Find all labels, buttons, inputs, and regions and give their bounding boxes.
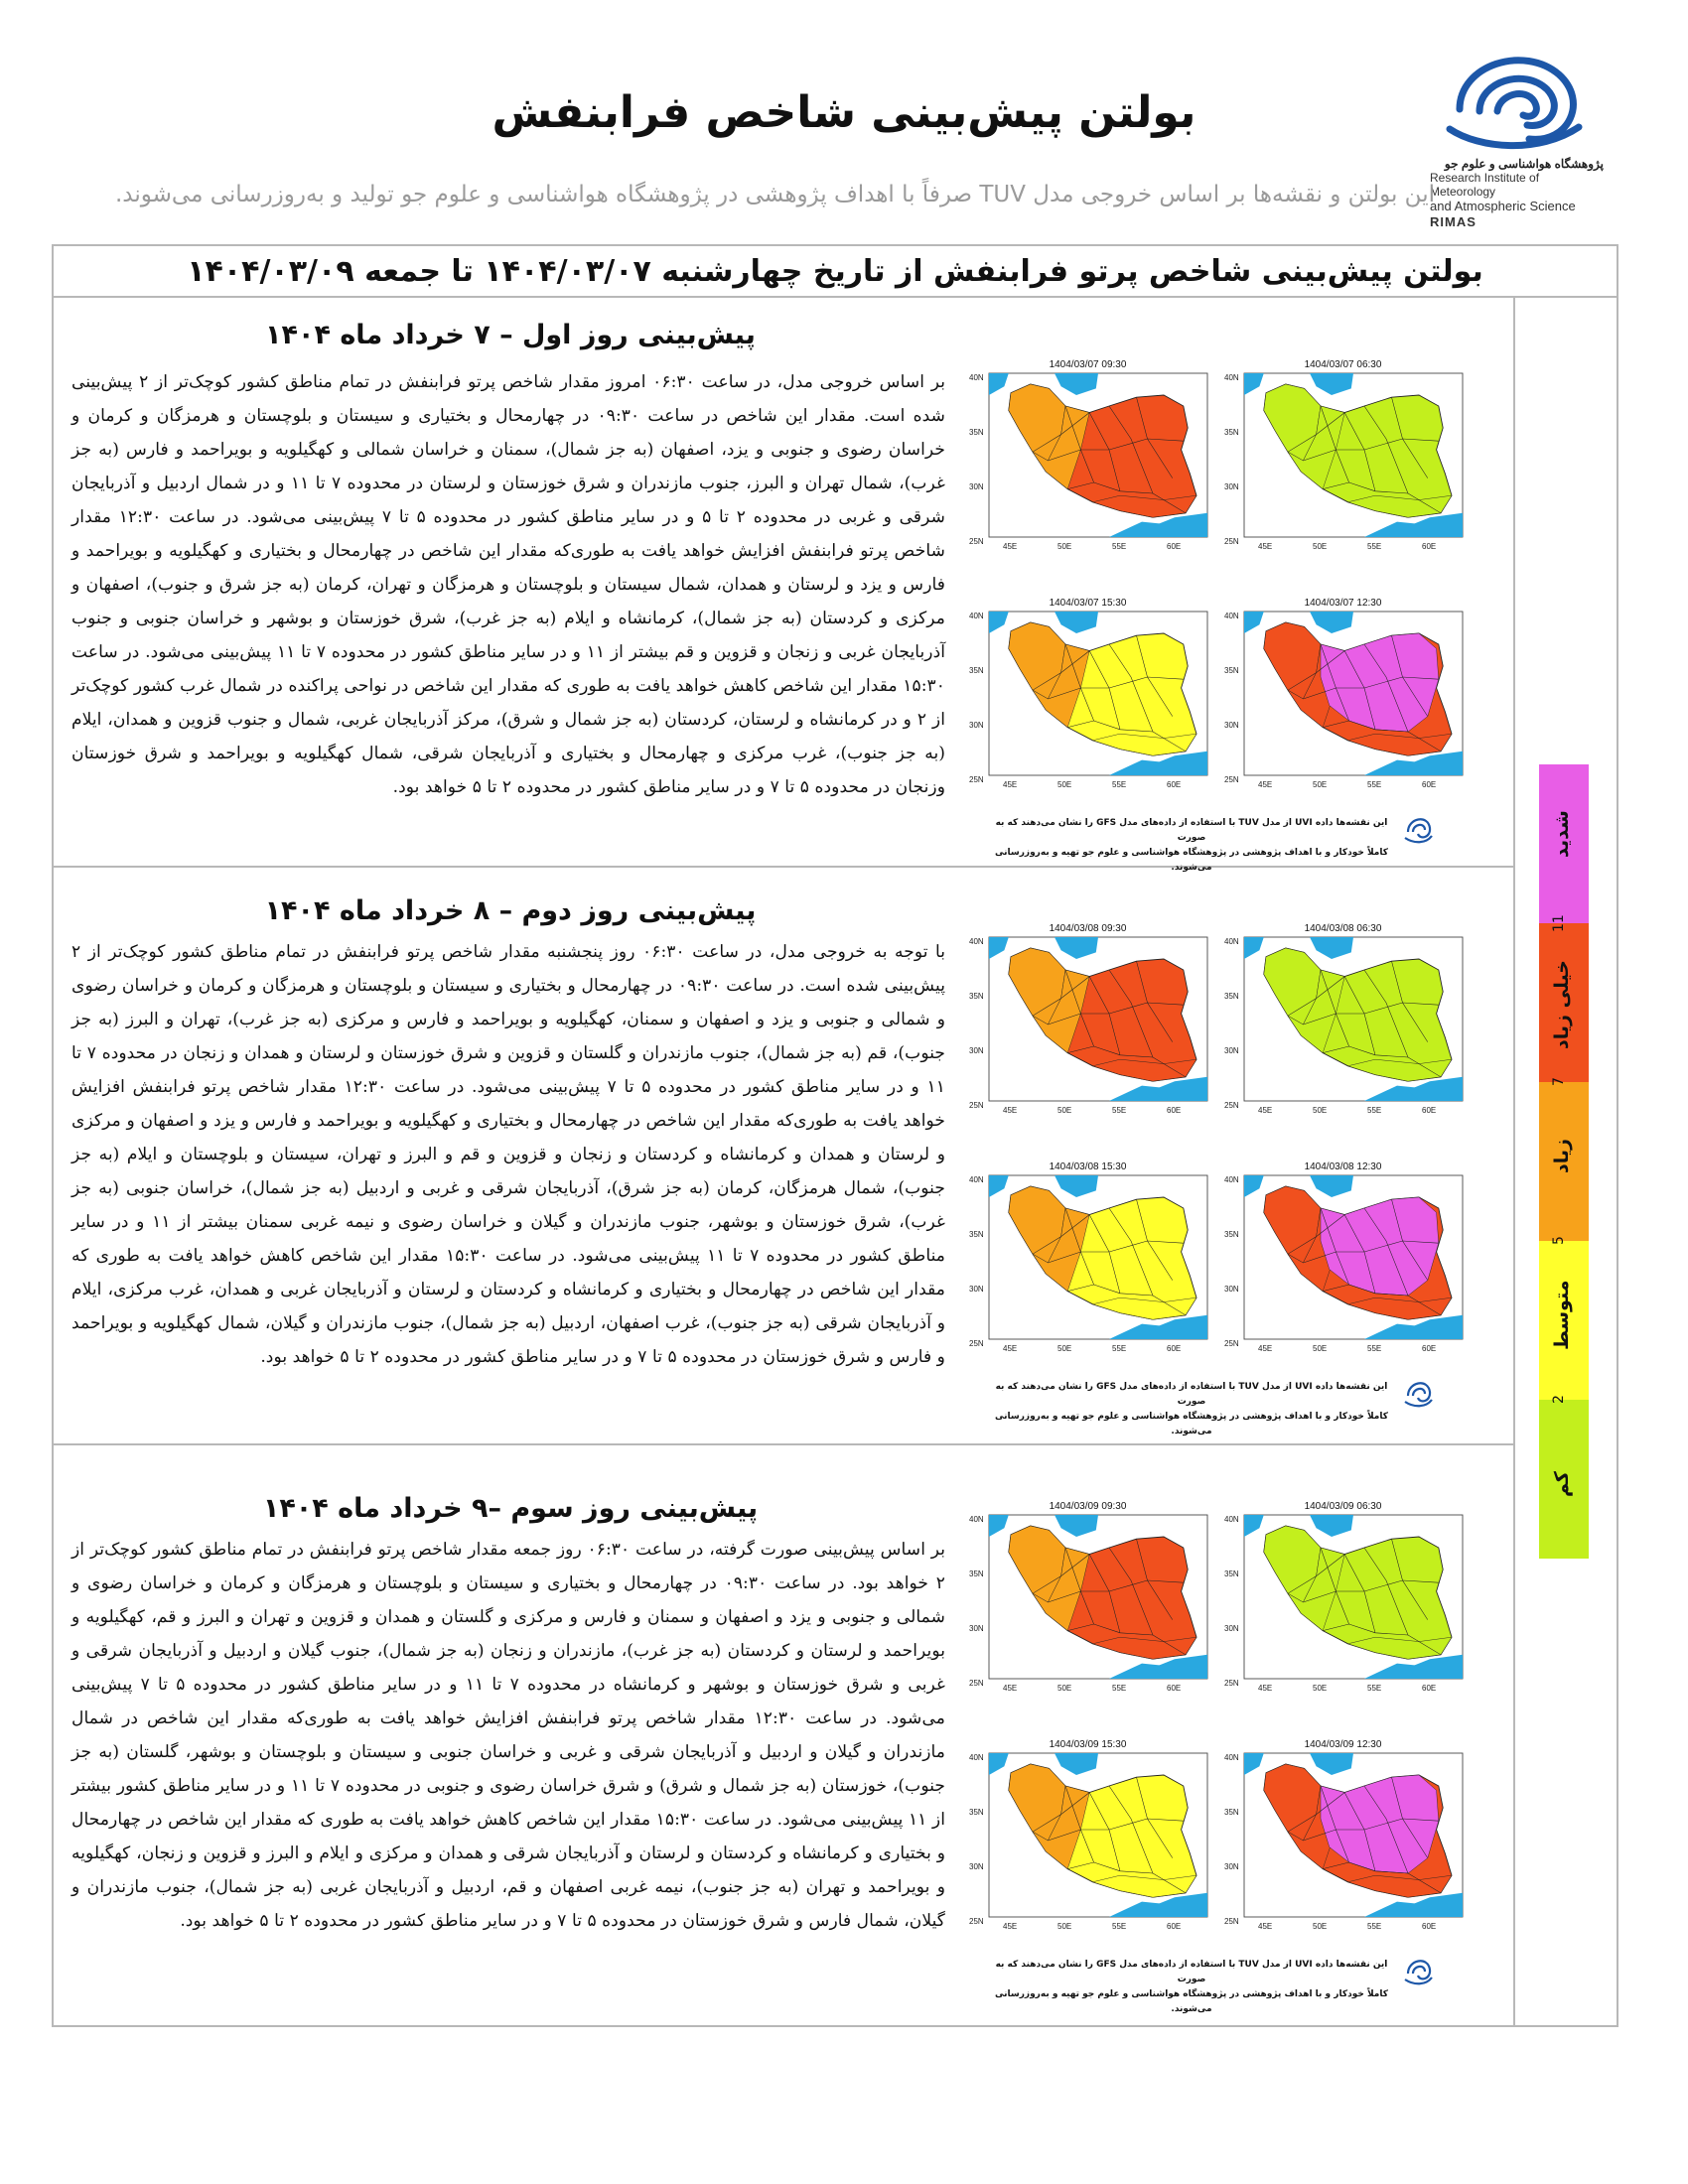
uv-map-day1-2: [1216, 357, 1470, 556]
map-lat-tick: 40N: [969, 1753, 984, 1762]
uv-legend: [1539, 764, 1589, 1559]
uv-map-day1-1: [961, 357, 1214, 556]
map-lon-tick: 55E: [1112, 1344, 1127, 1353]
legend-label-very-high: خیلی زیاد: [1551, 960, 1573, 1050]
logo-english-line2-text: and Atmospheric Science: [1430, 199, 1576, 213]
legend-threshold-5: 5: [1551, 1236, 1567, 1246]
map-lat-tick: 40N: [969, 373, 984, 382]
map-lon-tick: 50E: [1313, 1344, 1328, 1353]
map-lat-tick: 30N: [1224, 482, 1239, 491]
map-lat-tick: 40N: [1224, 612, 1239, 620]
uv-map-day2-3: [961, 1160, 1214, 1358]
legend-label-high: زیاد: [1551, 1139, 1573, 1174]
map-timestamp: 1404/03/08 06:30: [1304, 923, 1382, 934]
map-lat-tick: 25N: [969, 537, 984, 546]
map-lat-tick: 25N: [1224, 775, 1239, 784]
map-lat-tick: 30N: [1224, 1046, 1239, 1055]
map-lon-tick: 60E: [1167, 1684, 1182, 1693]
map-timestamp: 1404/03/09 09:30: [1049, 1501, 1127, 1512]
map-lon-tick: 55E: [1112, 1684, 1127, 1693]
mini-logo-icon: [1400, 1952, 1436, 1987]
map-lon-tick: 50E: [1057, 780, 1072, 789]
map-lon-tick: 50E: [1313, 780, 1328, 789]
map-lat-tick: 40N: [1224, 1515, 1239, 1524]
map-lon-tick: 45E: [1258, 1922, 1273, 1931]
map-lon-tick: 45E: [1003, 780, 1018, 789]
map-lat-tick: 40N: [969, 1175, 984, 1184]
disclaimer-text: این بولتن و نقشه‌ها بر اساس خروجی مدل TUV صرفاً با اهداف پژوهشی در پژوهشگاه هواشناسی و علوم جو تولید و به‌روزرسانی می‌شوند.: [114, 182, 1435, 207]
day-body-1: بر اساس خروجی مدل، در ساعت ۰۶:۳۰ امروز مقدار شاخص پرتو فرابنفش در تمام مناطق کشور کوچک‌تر از ۲ پیش‌بینی شده است. مقدار این شاخص در ساعت ۰۹:۳۰ در چهارمحال و بختیاری و سیستان و بلوچستان و هرمزگان و کرمان و خراسان رضوی و جنوبی و یزد، اصفهان (به جز شمال)، سمنان و خراسان شمالی و کهگیلویه و بویراحمد و فارس (به جز غرب)، شمال تهران و البرز، جنوب مازندران و شرق خوزستان و لرستان در محدوده ۷ تا ۱۱ و در شمال اردبیل و آذربایجان شرقی و غربی در محدوده ۲ تا ۵ و در سایر مناطق کشور در محدوده ۵ تا ۷ پیش‌بینی می‌شود. در ساعت ۱۲:۳۰ مقدار شاخص پرتو فرابنفش افزایش خواهد یافت به طوری‌که مقدار این شاخص در چهارمحال و بختیاری و کهگیلویه و بویراحمد و فارس و یزد و لرستان و همدان، شمال سیستان و بلوچستان و هرمزگان و تهران، کرمان (به جز شرق و جنوب)، اصفهان و مرکزی و کردستان (به جز شمال)، کرمانشاه و ایلام (به جز غرب)، شرق خوزستان و بوشهر و خراسان جنوبی و جنوب آذربایجان غربی و زنجان و قزوین و قم بیشتر از ۱۱ و در سایر مناطق کشور در محدوده ۷ تا ۱۱ پیش‌بینی می‌شود. در ساعت ۱۵:۳۰ مقدار این شاخص کاهش خواهد یافت به طوری که مقدار این شاخص در نواحی پراکنده در شمال غرب کشور کوچک‌تر از ۲ و در کرمانشاه و لرستان، کردستان (به جز شمال و شرق)، مرکز آذربایجان غربی، شمال و جنوب قزوین و همدان، ایلام (به جز جنوب)، غرب مرکزی و چهارمحال و بختیاری و آذربایجان شرقی، شمال کهگیلویه و بویراحمد و شرق خوزستان وزنجان در محدوده ۵ تا ۷ و در سایر مناطق کشور در محدوده ۲ تا ۵ خواهد بود.: [71, 372, 946, 797]
map-caption-line1: این نقشه‌ها داده UVI از مدل TUV با استفاده از داده‌های مدل GFS را نشان می‌دهند که به صورت: [995, 1960, 1388, 1984]
map-timestamp: 1404/03/07 12:30: [1304, 598, 1382, 609]
map-lon-tick: 45E: [1003, 1106, 1018, 1115]
day-title-3: پیش‌بینی روز سوم –۹ خرداد ماه ۱۴۰۴: [262, 1493, 759, 1524]
map-lat-tick: 25N: [969, 1101, 984, 1110]
map-lat-tick: 30N: [969, 1285, 984, 1294]
map-lon-tick: 45E: [1258, 542, 1273, 551]
map-timestamp: 1404/03/08 15:30: [1049, 1161, 1127, 1172]
logo-english-line2: [1430, 199, 1604, 230]
map-lat-tick: 35N: [1224, 992, 1239, 1001]
uv-map-svg: [961, 921, 1214, 1120]
map-lat-tick: 40N: [1224, 373, 1239, 382]
map-lat-tick: 40N: [969, 612, 984, 620]
map-lon-tick: 50E: [1313, 1684, 1328, 1693]
map-lat-tick: 35N: [1224, 428, 1239, 437]
day-body-2: با توجه به خروجی مدل، در ساعت ۰۶:۳۰ روز پنجشنبه مقدار شاخص پرتو فرابنفش در تمام مناطق کشور کوچک‌تر از ۲ پیش‌بینی شده است. در ساعت ۰۹:۳۰ در چهارمحال و بختیاری و سیستان و بلوچستان و هرمزگان و کرمان و خراسان رضوی و شمالی و جنوبی و یزد و اصفهان و سمنان، کهگیلویه و بویراحمد و فارس و مرکزی (به جز غرب)، تهران و البرز (به جز جنوب)، قم (به جز شمال)، جنوب مازندران و گلستان و قزوین و شرق خوزستان و لرستان و همدان و زنجان در محدوده ۷ تا ۱۱ و در سایر مناطق کشور در محدوده ۵ تا ۷ پیش‌بینی می‌شود. در ساعت ۱۲:۳۰ مقدار شاخص پرتو فرابنفش افزایش خواهد یافت به طوری‌که مقدار این شاخص در چهارمحال و بختیاری و کهگیلویه و بویراحمد و فارس و یزد و اصفهان و مرکزی و لرستان و همدان و کرمانشاه و کردستان و زنجان و قزوین و قم و البرز و تهران، سیستان و بلوچستان و ایلام (به جز جنوب)، شمال هرمزگان، کرمان (به جز شرق)، آذربایجان شرقی و غربی و اردبیل (به جز شمال)، خراسان جنوبی (به جز غرب)، شرق خوزستان و بوشهر، جنوب مازندران و گیلان و خراسان رضوی و نیمه غربی سمنان بیشتر از ۱۱ و در سایر مناطق کشور در محدوده ۷ تا ۱۱ پیش‌بینی می‌شود. در ساعت ۱۵:۳۰ مقدار این شاخص کاهش خواهد یافت به طوری که مقدار این شاخص در چهارمحال و بختیاری و کرمانشاه و کردستان و لرستان و آذربایجان غربی و همدان، غرب مرکزی، ایلام و آذربایجان شرقی (به جز جنوب)، غرب اصفهان، اردبیل (به جز شمال)، جنوب مازندران و گیلان، شمال کهگیلویه و بویراحمد و فارس و شرق خوزستان در محدوده ۵ تا ۷ و در سایر مناطق کشور در محدوده ۲ تا ۵ خواهد بود.: [71, 942, 946, 1367]
legend-divider: [1513, 298, 1515, 2027]
map-lon-tick: 45E: [1258, 780, 1273, 789]
map-lat-tick: 35N: [969, 428, 984, 437]
map-lon-tick: 55E: [1367, 1684, 1382, 1693]
map-timestamp: 1404/03/08 12:30: [1304, 1161, 1382, 1172]
map-caption-line1: این نقشه‌ها داده UVI از مدل TUV با استفاده از داده‌های مدل GFS را نشان می‌دهند که به صورت: [995, 1382, 1388, 1407]
map-lat-tick: 25N: [969, 775, 984, 784]
map-lon-tick: 60E: [1167, 1922, 1182, 1931]
uv-map-day3-3: [961, 1737, 1214, 1936]
period-title: بولتن پیش‌بینی شاخص پرتو فرابنفش از تاریخ چهارشنبه ۱۴۰۴/۰۳/۰۷ تا جمعه ۱۴۰۴/۰۳/۰۹: [54, 246, 1617, 298]
map-lat-tick: 25N: [1224, 1679, 1239, 1688]
legend-threshold-2: 2: [1551, 1395, 1567, 1405]
map-lat-tick: 30N: [969, 721, 984, 730]
uv-map-svg: [961, 1737, 1214, 1936]
page-title: بولتن پیش‌بینی شاخص فرابنفش: [492, 87, 1196, 138]
uv-map-svg: [1216, 1499, 1470, 1698]
map-timestamp: 1404/03/09 06:30: [1304, 1501, 1382, 1512]
map-caption-line2: کاملاً خودکار و با اهداف پژوهشی در پژوهشگاه هواشناسی و علوم جو تهیه و به‌روزرسانی می‌شوند.: [995, 1989, 1388, 2014]
map-lon-tick: 45E: [1258, 1344, 1273, 1353]
uv-map-day2-1: [961, 921, 1214, 1120]
map-lon-tick: 45E: [1003, 1922, 1018, 1931]
map-lon-tick: 60E: [1422, 780, 1437, 789]
day-title-2: پیش‌بینی روز دوم – ۸ خرداد ماه ۱۴۰۴: [264, 895, 757, 926]
map-lon-tick: 45E: [1003, 542, 1018, 551]
uv-map-svg: [1216, 596, 1470, 794]
map-lon-tick: 55E: [1112, 1106, 1127, 1115]
map-lon-tick: 55E: [1367, 780, 1382, 789]
map-caption-day1: [993, 816, 1390, 876]
uv-map-svg: [1216, 1160, 1470, 1358]
map-lon-tick: 45E: [1003, 1684, 1018, 1693]
rimas-logo: [1430, 40, 1604, 229]
map-lon-tick: 60E: [1422, 1684, 1437, 1693]
map-lat-tick: 35N: [1224, 1570, 1239, 1578]
map-lat-tick: 40N: [1224, 937, 1239, 946]
map-lon-tick: 60E: [1167, 780, 1182, 789]
map-lat-tick: 25N: [1224, 1101, 1239, 1110]
rimas-logo-icon: [1430, 40, 1604, 157]
map-timestamp: 1404/03/08 09:30: [1049, 923, 1127, 934]
map-lon-tick: 55E: [1112, 1922, 1127, 1931]
logo-abbr: RIMAS: [1430, 214, 1477, 229]
map-lat-tick: 40N: [1224, 1175, 1239, 1184]
map-lon-tick: 55E: [1367, 1344, 1382, 1353]
uv-map-day3-2: [1216, 1499, 1470, 1698]
map-lon-tick: 60E: [1167, 1106, 1182, 1115]
map-lon-tick: 50E: [1313, 1922, 1328, 1931]
uv-map-svg: [961, 1499, 1214, 1698]
uv-map-day2-2: [1216, 921, 1470, 1120]
map-caption-line1: این نقشه‌ها داده UVI از مدل TUV با استفاده از داده‌های مدل GFS را نشان می‌دهند که به صورت: [995, 818, 1388, 843]
logo-english-line1: Research Institute of Meteorology: [1430, 171, 1540, 199]
mini-logo-icon: [1400, 1374, 1436, 1410]
map-lon-tick: 60E: [1422, 1922, 1437, 1931]
map-lat-tick: 40N: [969, 1515, 984, 1524]
map-lat-tick: 25N: [969, 1339, 984, 1348]
uv-map-day3-1: [961, 1499, 1214, 1698]
map-lon-tick: 55E: [1367, 542, 1382, 551]
day-title-1: پیش‌بینی روز اول – ۷ خرداد ماه ۱۴۰۴: [265, 320, 756, 350]
map-timestamp: 1404/03/07 15:30: [1049, 598, 1127, 609]
uv-map-day2-4: [1216, 1160, 1470, 1358]
uv-map-svg: [961, 596, 1214, 794]
map-timestamp: 1404/03/07 06:30: [1304, 359, 1382, 370]
map-lat-tick: 40N: [1224, 1753, 1239, 1762]
map-lon-tick: 60E: [1167, 1344, 1182, 1353]
uv-map-svg: [1216, 357, 1470, 556]
map-timestamp: 1404/03/07 09:30: [1049, 359, 1127, 370]
map-lon-tick: 55E: [1112, 780, 1127, 789]
map-lon-tick: 50E: [1057, 1684, 1072, 1693]
map-caption-line2: کاملاً خودکار و با اهداف پژوهشی در پژوهشگاه هواشناسی و علوم جو تهیه و به‌روزرسانی می‌شوند.: [995, 848, 1388, 873]
map-lon-tick: 60E: [1422, 1344, 1437, 1353]
map-lat-tick: 35N: [969, 1230, 984, 1239]
map-lat-tick: 25N: [1224, 1917, 1239, 1926]
map-lon-tick: 50E: [1057, 1922, 1072, 1931]
uv-map-svg: [961, 1160, 1214, 1358]
map-lon-tick: 50E: [1313, 542, 1328, 551]
map-lat-tick: 25N: [1224, 537, 1239, 546]
logo-persian-name: پژوهشگاه هواشناسی و علوم جو: [1444, 157, 1604, 171]
map-lon-tick: 45E: [1258, 1684, 1273, 1693]
map-lat-tick: 30N: [969, 1624, 984, 1633]
map-lat-tick: 30N: [1224, 721, 1239, 730]
map-caption-day2: [993, 1380, 1390, 1439]
map-lat-tick: 30N: [1224, 1862, 1239, 1871]
uv-map-day1-4: [1216, 596, 1470, 794]
map-lat-tick: 35N: [1224, 666, 1239, 675]
map-lon-tick: 55E: [1112, 542, 1127, 551]
map-lon-tick: 55E: [1367, 1922, 1382, 1931]
uv-map-svg: [1216, 921, 1470, 1120]
map-lat-tick: 35N: [969, 666, 984, 675]
map-lon-tick: 60E: [1167, 542, 1182, 551]
map-timestamp: 1404/03/09 15:30: [1049, 1739, 1127, 1750]
map-lat-tick: 35N: [969, 1808, 984, 1817]
map-lat-tick: 35N: [1224, 1808, 1239, 1817]
legend-label-low: کم: [1551, 1471, 1573, 1497]
map-timestamp: 1404/03/09 12:30: [1304, 1739, 1382, 1750]
map-caption-line2: کاملاً خودکار و با اهداف پژوهشی در پژوهشگاه هواشناسی و علوم جو تهیه و به‌روزرسانی می‌شوند.: [995, 1412, 1388, 1436]
map-lon-tick: 50E: [1057, 542, 1072, 551]
uv-map-day1-3: [961, 596, 1214, 794]
map-lat-tick: 25N: [969, 1679, 984, 1688]
map-lat-tick: 25N: [969, 1917, 984, 1926]
map-lat-tick: 35N: [969, 992, 984, 1001]
map-lat-tick: 30N: [969, 1046, 984, 1055]
map-caption-day3: [993, 1958, 1390, 2017]
day-body-3: بر اساس پیش‌بینی صورت گرفته، در ساعت ۰۶:۳۰ روز جمعه مقدار شاخص پرتو فرابنفش در تمام مناطق کشور کوچک‌تر از ۲ خواهد بود. در ساعت ۰۹:۳۰ در چهارمحال و بختیاری و سیستان و بلوچستان و هرمزگان و کرمان و خراسان رضوی و شمالی و جنوبی و یزد و اصفهان و سمنان و فارس و مرکزی و گلستان و همدان و قزوین و تهران و البرز و قم، کهگیلویه و بویراحمد و لرستان و کردستان (به جز غرب)، مازندران و زنجان (به جز شمال)، جنوب گیلان و اردبیل و آذربایجان شرقی و غربی و شرق خوزستان و بوشهر و کرمانشاه در محدوده ۷ تا ۱۱ و در سایر مناطق کشور در محدوده ۵ تا ۷ پیش‌بینی می‌شود. در ساعت ۱۲:۳۰ مقدار شاخص پرتو فرابنفش افزایش خواهد یافت به طوری‌که مقدار این شاخص در شمال مازندران و گیلان و اردبیل و آذربایجان شرقی و غربی و خراسان جنوبی و سیستان و بلوچستان و بوشهر، گلستان (به جز جنوب)، خوزستان (به جز شمال و شرق) و شرق خراسان رضوی و جنوبی در محدوده ۷ تا ۱۱ و در سایر مناطق کشور بیشتر از ۱۱ پیش‌بینی می‌شود. در ساعت ۱۵:۳۰ مقدار این شاخص کاهش خواهد یافت به طوری که مقدار این شاخص در چهارمحال و بختیاری و کرمانشاه و کردستان و لرستان و آذربایجان شرقی و همدان و مرکزی و ایلام و البرز و قزوین و زنجان، کهگیلویه و بویراحمد و تهران (به جز جنوب)، نیمه غربی اصفهان و قم، اردبیل و آذربایجان غربی (به جز شمال)، جنوب مازندران و گیلان، شمال فارس و شرق خوزستان در محدوده ۵ تا ۷ و در سایر مناطق کشور در محدوده ۲ تا ۵ خواهد بود.: [71, 1540, 946, 1931]
legend-threshold-11: 11: [1551, 914, 1567, 932]
uv-map-svg: [961, 357, 1214, 556]
map-lon-tick: 60E: [1422, 1106, 1437, 1115]
map-lon-tick: 50E: [1313, 1106, 1328, 1115]
map-lat-tick: 35N: [969, 1570, 984, 1578]
map-lon-tick: 50E: [1057, 1344, 1072, 1353]
map-lat-tick: 30N: [1224, 1624, 1239, 1633]
map-lon-tick: 50E: [1057, 1106, 1072, 1115]
map-lat-tick: 40N: [969, 937, 984, 946]
mini-logo-icon: [1400, 810, 1436, 846]
legend-label-moderate: متوسط: [1551, 1280, 1573, 1351]
map-lat-tick: 35N: [1224, 1230, 1239, 1239]
map-lat-tick: 30N: [969, 482, 984, 491]
map-lat-tick: 30N: [1224, 1285, 1239, 1294]
map-lon-tick: 55E: [1367, 1106, 1382, 1115]
legend-threshold-7: 7: [1551, 1077, 1567, 1087]
map-lat-tick: 25N: [1224, 1339, 1239, 1348]
uv-map-svg: [1216, 1737, 1470, 1936]
map-lon-tick: 45E: [1003, 1344, 1018, 1353]
uv-map-day3-4: [1216, 1737, 1470, 1936]
map-lon-tick: 60E: [1422, 542, 1437, 551]
legend-label-extreme: شدید: [1551, 810, 1573, 858]
map-lon-tick: 45E: [1258, 1106, 1273, 1115]
map-lat-tick: 30N: [969, 1862, 984, 1871]
